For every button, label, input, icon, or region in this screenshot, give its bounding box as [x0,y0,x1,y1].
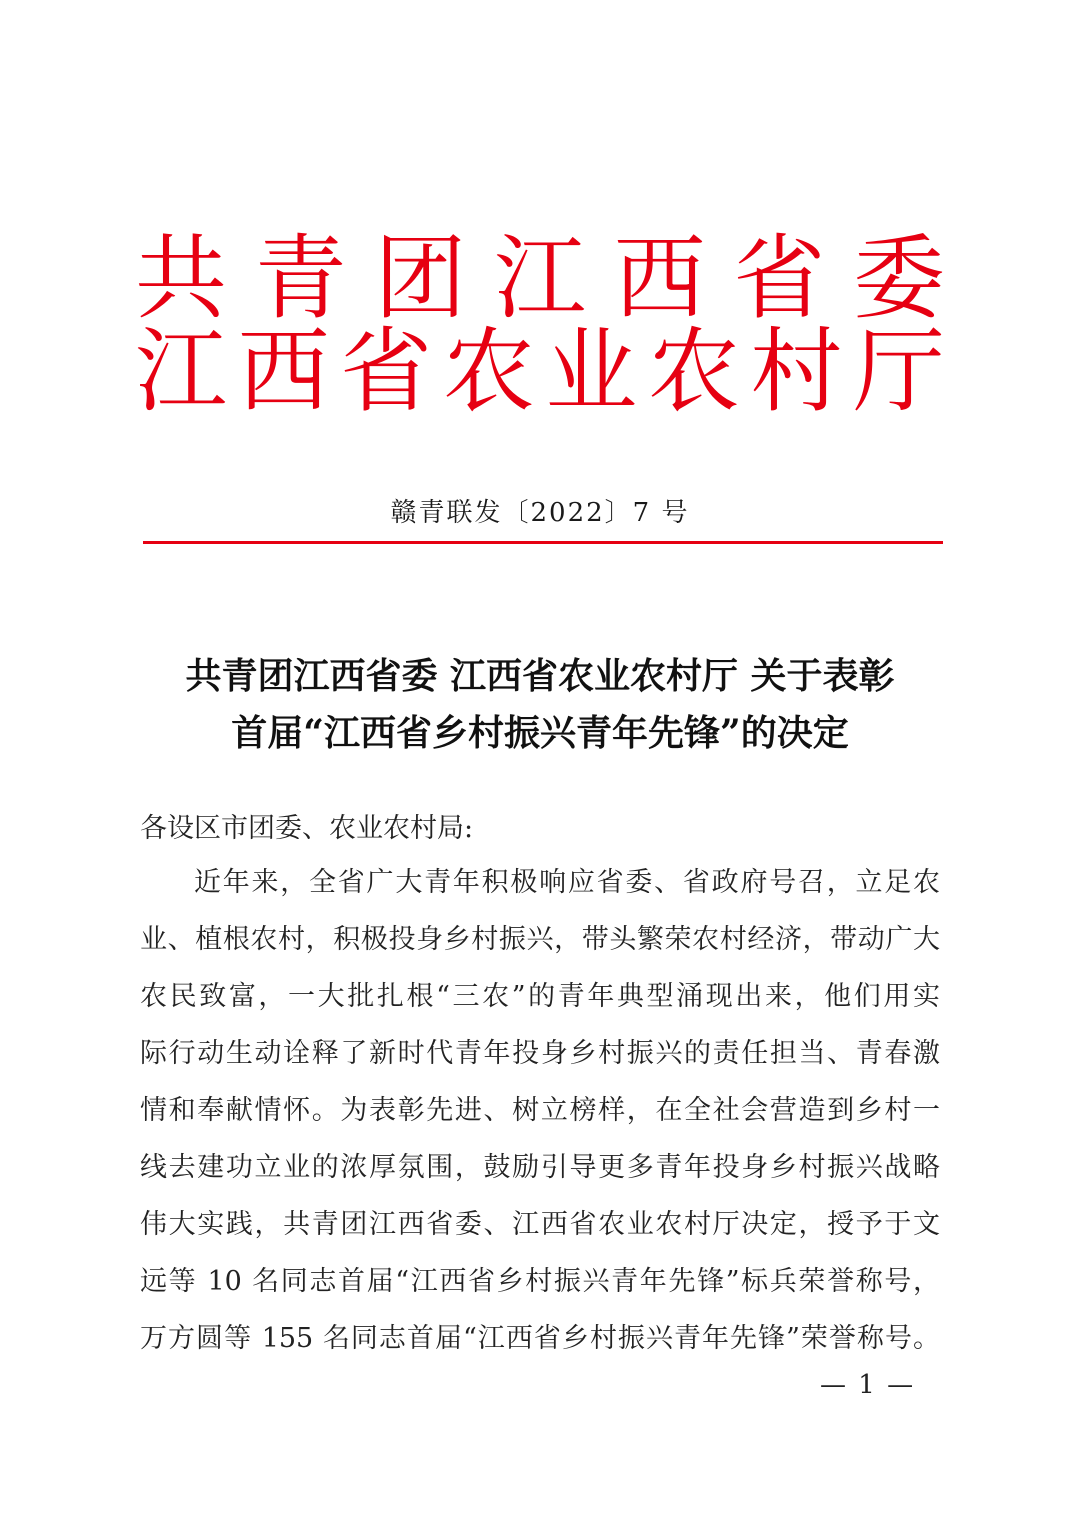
red-divider-line [143,541,943,544]
document-title-line-2: 首届“江西省乡村振兴青年先锋”的决定 [231,712,849,754]
body-line-8: 远等 10 名同志首届“江西省乡村振兴青年先锋”标兵荣誉称号， [140,1266,940,1297]
body-line-5: 情和奉献情怀。为表彰先进、树立榜样，在全社会营造到乡村一 [140,1095,940,1126]
body-line-2: 业、植根农村，积极投身乡村振兴，带头繁荣农村经济，带动广大 [140,924,940,955]
document-title-line-1: 共青团江西省委 江西省农业农村厅 关于表彰 [185,655,895,697]
salutation: 各设区市团委、农业农村局: [140,813,474,844]
body-line-1: 近年来，全省广大青年积极响应省委、省政府号召，立足农 [194,867,940,898]
document-number: 赣青联发〔2022〕7 号 [390,498,690,528]
issuer-name-line-1: 共青团江西省委 [135,225,945,332]
body-line-3: 农民致富，一大批扎根“三农”的青年典型涌现出来，他们用实 [140,981,940,1012]
body-line-7: 伟大实践，共青团江西省委、江西省农业农村厅决定，授予于文 [140,1209,940,1240]
page-number: — 1 — [820,1370,916,1400]
body-line-4: 际行动生动诠释了新时代青年投身乡村振兴的责任担当、青春激 [140,1038,940,1069]
issuer-name-line-2: 江西省农业农村厅 [135,318,945,425]
body-line-6: 线去建功立业的浓厚氛围，鼓励引导更多青年投身乡村振兴战略 [140,1152,940,1183]
body-line-9: 万方圆等 155 名同志首届“江西省乡村振兴青年先锋”荣誉称号。 [140,1323,940,1354]
